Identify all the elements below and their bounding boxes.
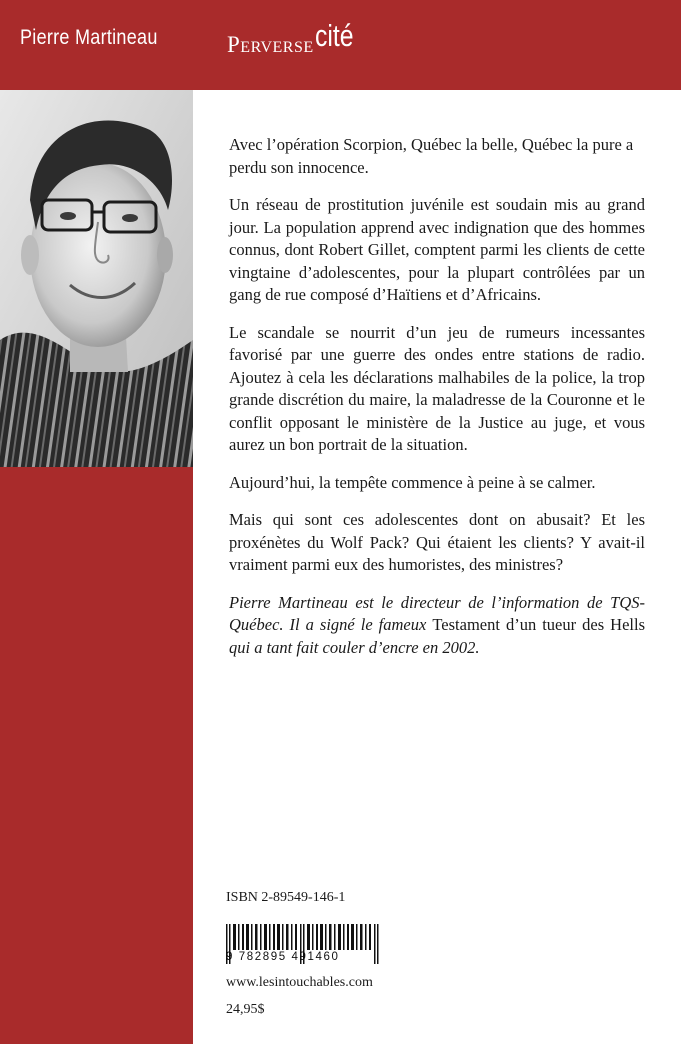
paragraph-5: Mais qui sont ces adolescentes dont on abusait? Et les proxénètes du Wolf Pack? Qui étaient les clients? Y avait-il vraiment parmi eux des humoristes, des ministres? — [229, 510, 645, 574]
author-photo — [0, 90, 193, 467]
author-bio-part1: Pierre Martineau est le directeur de l’information de TQS-Québec. Il a signé le fameux — [229, 592, 645, 634]
series-title — [227, 18, 363, 60]
author-bio — [229, 592, 645, 660]
paragraph-4: Aujourd’hui, la tempête commence à peine à se calmer. — [229, 472, 596, 492]
series-title-part2: cité — [314, 18, 354, 53]
price: 24,95$ — [226, 1002, 265, 1017]
author-name: Pierre Martineau — [20, 26, 158, 49]
paragraph-3: Le scandale se nourrit d’un jeu de rumeurs incessantes favorisé par une guerre des ondes entre stations de radio. Ajoutez à cela les déclarations malhabiles de la police, la trop grande discrétion du maire, la maladresse de la Couronne et le conflit opposant le ministère de la Justice au juge, et vous aurez un bon portrait de la situation. — [229, 322, 645, 454]
paragraph-2: Un réseau de prostitution juvénile est soudain mis au grand jour. La population apprend avec indignation que des hommes connus, dont Robert Gillet, comptent parmi les clients de cette vingtaine d’adolescentes, pour la plupart contrôlées par un gang de rue composé d’Haïtiens et d’Africains. — [229, 195, 645, 304]
series-title-part1: Perverse — [227, 32, 314, 57]
isbn: ISBN 2-89549-146-1 — [226, 890, 346, 905]
author-bio-book-title: Testament d’un tueur des Hells — [432, 615, 645, 634]
barcode-digits: 9 782895 491460 — [226, 951, 340, 963]
paragraph-1: Avec l’opération Scorpion, Québec la belle, Québec la pure a perdu son innocence. — [229, 135, 634, 177]
barcode — [226, 924, 386, 972]
author-bio-part2: qui a tant fait couler d’encre en 2002. — [229, 637, 480, 657]
back-cover-text — [229, 134, 645, 674]
publisher-website: www.lesintouchables.com — [226, 975, 373, 990]
